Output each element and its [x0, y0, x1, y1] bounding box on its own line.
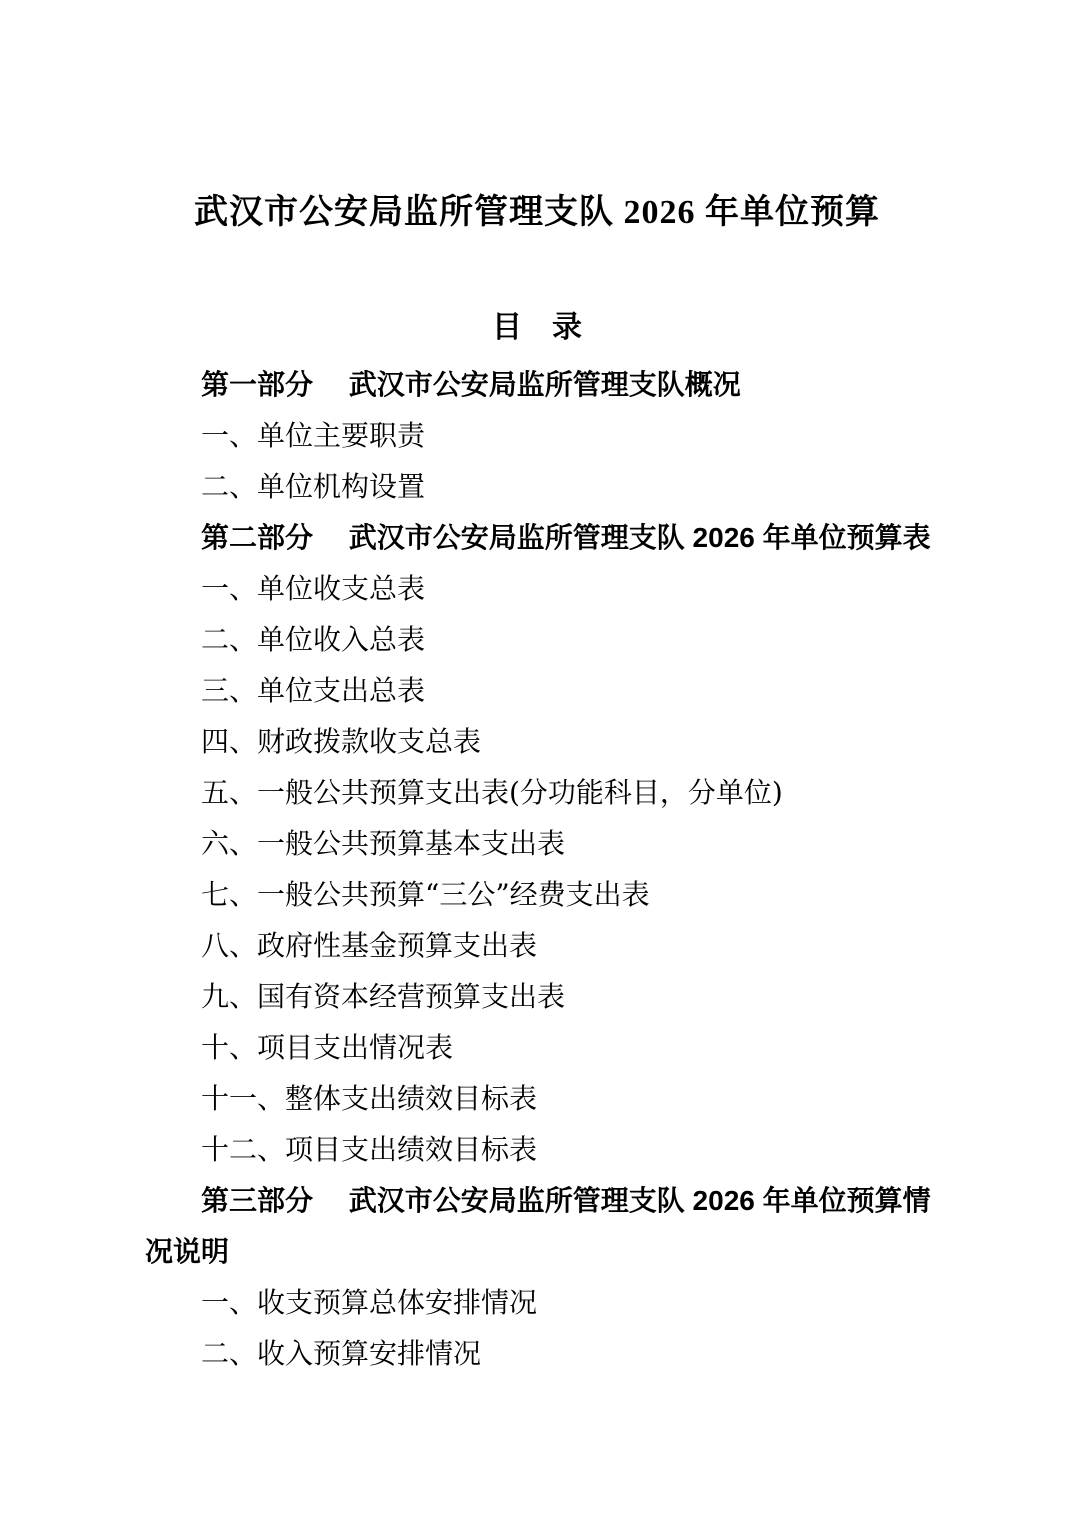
- toc-entry-item: 三、单位支出总表: [201, 674, 426, 707]
- toc-entry-item: 十、项目支出情况表: [201, 1031, 454, 1064]
- toc-entry-item: 二、单位收入总表: [201, 623, 426, 656]
- toc-entry-item: 二、单位机构设置: [201, 470, 426, 503]
- toc-entry-item: 八、政府性基金预算支出表: [201, 929, 538, 962]
- toc-entry-item: 六、一般公共预算基本支出表: [201, 827, 566, 860]
- toc-entry-part: 第三部分 武汉市公安局监所管理支队 2026 年单位预算情况说明: [145, 1185, 931, 1267]
- toc-entry-item: 七、一般公共预算“三公”经费支出表: [201, 878, 650, 911]
- toc-entry-item: 二、收入预算安排情况: [201, 1337, 482, 1370]
- toc-entry-item: 一、单位收支总表: [201, 572, 426, 605]
- toc-entry-item: 九、国有资本经营预算支出表: [201, 980, 566, 1013]
- toc-entry-part: 第二部分 武汉市公安局监所管理支队 2026 年单位预算表: [201, 522, 931, 553]
- toc-heading: 目 录: [492, 311, 582, 344]
- toc-entry-item: 一、单位主要职责: [201, 419, 426, 452]
- toc-entry-item: 十一、整体支出绩效目标表: [201, 1082, 538, 1115]
- toc-list: [145, 359, 945, 1379]
- toc-entry-item: 五、一般公共预算支出表(分功能科目，分单位): [201, 776, 783, 809]
- toc-entry-item: 十二、项目支出绩效目标表: [201, 1133, 538, 1166]
- page-title: 武汉市公安局监所管理支队 2026 年单位预算: [194, 194, 880, 231]
- toc-entry-part: 第一部分 武汉市公安局监所管理支队概况: [201, 369, 741, 400]
- toc-entry-item: 四、财政拨款收支总表: [201, 725, 482, 758]
- toc-entry-item: 一、收支预算总体安排情况: [201, 1286, 538, 1319]
